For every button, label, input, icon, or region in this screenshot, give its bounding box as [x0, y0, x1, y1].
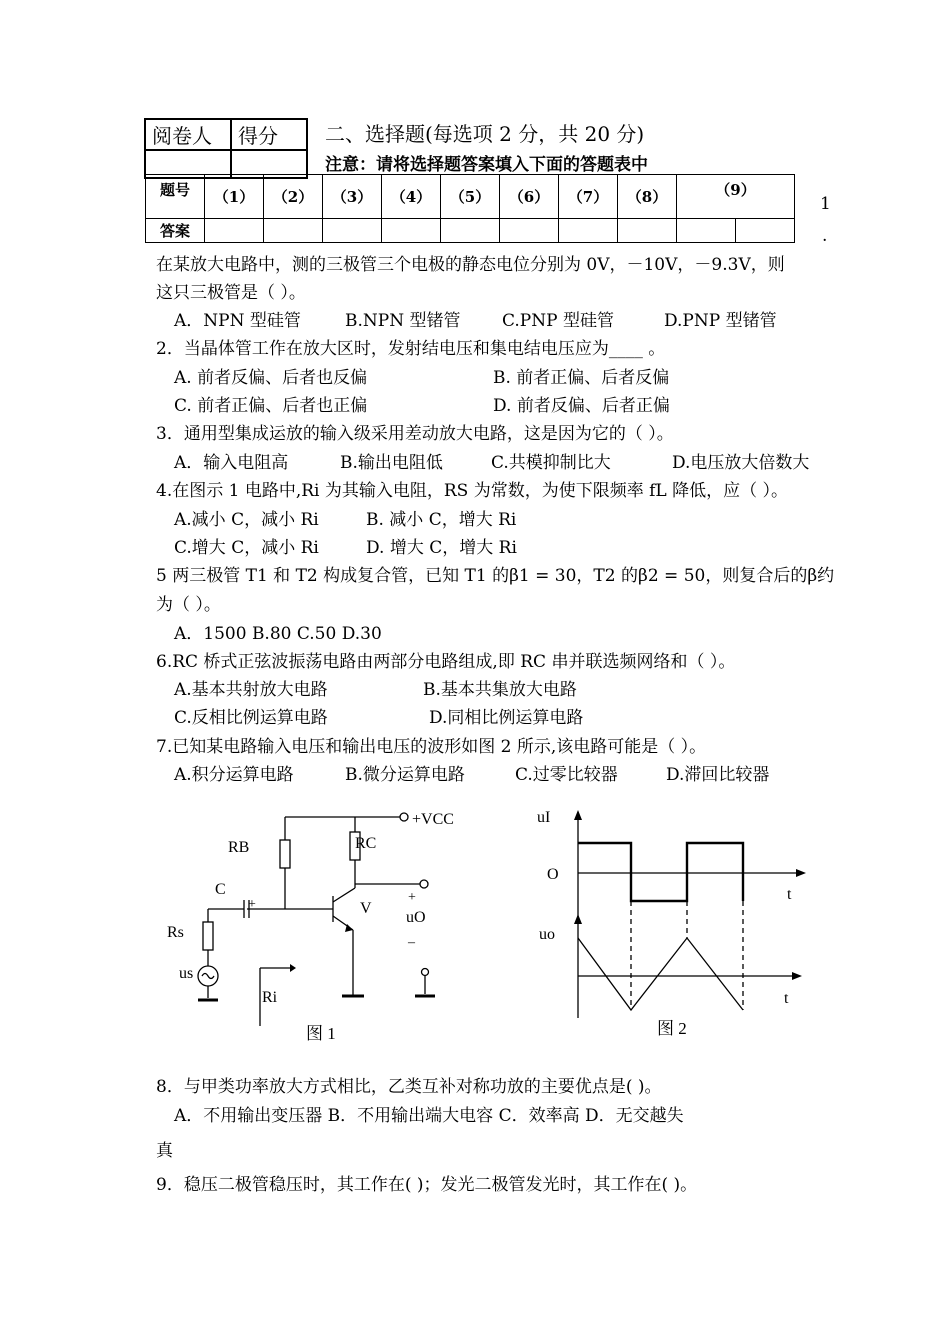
- q2-option-a: A. 前者反偏、后者也反偏: [174, 368, 368, 388]
- q2-option-d: D. 前者反偏、后者正偏: [493, 396, 670, 416]
- q7-option-b: B.微分运算电路: [345, 765, 465, 785]
- answer-cell-7[interactable]: [559, 219, 618, 243]
- q7-option-d: D.滞回比较器: [666, 765, 770, 785]
- answer-cell-3[interactable]: [323, 219, 382, 243]
- q4-option-a: A.减小 C，减小 Ri: [174, 510, 319, 530]
- q5-line1: 5 两三极管 T1 和 T2 构成复合管，已知 T1 的β1 = 30，T2 的β2 = 50，则复合后的β约: [156, 566, 835, 586]
- fig1-uo-label: uO: [406, 909, 426, 926]
- fig1-v-label: V: [360, 900, 372, 917]
- q5-line2: 为（ ）。: [156, 595, 221, 615]
- fig1-out-plus: +: [408, 890, 416, 905]
- fig1-ri-label: Ri: [262, 989, 278, 1006]
- q7-stem: 7.已知某电路输入电压和输出电压的波形如图 2 所示,该电路可能是（ ）。: [156, 737, 707, 757]
- q1-line1: 在某放大电路中，测的三极管三个电极的静态电位分别为 0V，－10V，－9.3V，则: [156, 255, 785, 275]
- answer-table: [145, 174, 795, 243]
- fig1-cap-plus: +: [248, 897, 256, 912]
- q1-option-b: B.NPN 型锗管: [345, 311, 461, 331]
- fig1-out-minus: –: [408, 935, 415, 950]
- q-number-8: （8）: [618, 175, 677, 219]
- answer-cell-9a[interactable]: [677, 219, 736, 243]
- fig1-c-label: C: [215, 881, 226, 898]
- q8-options: A．不用输出变压器 B．不用输出端大电容 C．效率高 D．无交越失: [174, 1106, 684, 1126]
- q-number-1: （1）: [205, 175, 264, 219]
- q-number-6: （6）: [500, 175, 559, 219]
- answer-cell-6[interactable]: [500, 219, 559, 243]
- q-number-5: （5）: [441, 175, 500, 219]
- q-number-label: 题号: [146, 175, 205, 219]
- figure2-waveforms: [530, 800, 820, 1050]
- fig1-rc-label: RC: [355, 835, 377, 852]
- score-label: 得分: [231, 119, 307, 150]
- grader-table: [144, 118, 308, 179]
- fig2-uo-label: uo: [539, 926, 555, 943]
- q-number-9: （9）: [677, 175, 795, 219]
- answer-note: 注意：请将选择题答案填入下面的答题表中: [325, 155, 648, 175]
- answer-cell-1[interactable]: [205, 219, 264, 243]
- q1-option-a: A．NPN 型硅管: [174, 311, 301, 331]
- q1-line2: 这只三极管是（ ）。: [156, 283, 306, 303]
- q3-option-c: C.共模抑制比大: [491, 453, 611, 473]
- q-number-7: （7）: [559, 175, 618, 219]
- q-number-4: （4）: [382, 175, 441, 219]
- fig1-rs-label: Rs: [167, 924, 184, 941]
- q2-option-c: C. 前者正偏、后者也正偏: [174, 396, 368, 416]
- fig1-caption: 图 1: [306, 1024, 336, 1043]
- answer-cell-9b[interactable]: [736, 219, 795, 243]
- fig2-ui-label: uI: [537, 809, 551, 826]
- q7-option-a: A.积分运算电路: [174, 765, 294, 785]
- q6-option-a: A.基本共射放大电路: [174, 680, 328, 700]
- q6-stem: 6.RC 桥式正弦波振荡电路由两部分电路组成,即 RC 串并联选频网络和（ ）。: [156, 652, 736, 672]
- q3-stem: 3．通用型集成运放的输入级采用差动放大电路，这是因为它的（ ）。: [156, 424, 674, 444]
- answer-cell-4[interactable]: [382, 219, 441, 243]
- fig2-origin-label: O: [547, 866, 559, 883]
- q4-stem: 4.在图示 1 电路中,Ri 为其输入电阻，RS 为常数，为使下限频率 fL 降低，应（ ）。: [156, 481, 789, 501]
- figure1-circuit: [150, 800, 470, 1050]
- q4-option-c: C.增大 C，减小 Ri: [174, 538, 319, 558]
- q5-options: A．1500 B.80 C.50 D.30: [174, 624, 382, 644]
- q2-stem: 2．当晶体管工作在放大区时，发射结电压和集电结电压应为____ 。: [156, 339, 666, 359]
- fig1-vcc-label: +VCC: [412, 811, 454, 828]
- q4-option-d: D. 增大 C，增大 Ri: [366, 538, 517, 558]
- fig2-t2-label: t: [784, 990, 789, 1007]
- fig2-caption: 图 2: [657, 1019, 687, 1038]
- q3-option-a: A．输入电阻高: [174, 453, 289, 473]
- q6-option-b: B.基本共集放大电路: [423, 680, 577, 700]
- answer-cell-8[interactable]: [618, 219, 677, 243]
- q6-option-d: D.同相比例运算电路: [429, 708, 584, 728]
- q4-option-b: B. 减小 C，增大 Ri: [366, 510, 517, 530]
- answer-label: 答案: [146, 219, 205, 243]
- q-number-3: （3）: [323, 175, 382, 219]
- q2-option-b: B. 前者正偏、后者反偏: [493, 368, 670, 388]
- fig2-t1-label: t: [787, 886, 792, 903]
- side-dot: .: [822, 226, 828, 246]
- q1-option-d: D.PNP 型锗管: [664, 311, 777, 331]
- fig1-rb-label: RB: [228, 839, 250, 856]
- q3-option-d: D.电压放大倍数大: [672, 453, 810, 473]
- section-title: 二、选择题(每选项 2 分，共 20 分): [325, 122, 645, 146]
- q-number-2: （2）: [264, 175, 323, 219]
- q3-option-b: B.输出电阻低: [340, 453, 443, 473]
- grader-label: 阅卷人: [145, 119, 231, 150]
- q6-option-c: C.反相比例运算电路: [174, 708, 328, 728]
- fig1-us-label: us: [179, 965, 194, 982]
- side-number: 1: [820, 194, 831, 214]
- q8-continuation: 真: [156, 1141, 173, 1161]
- q7-option-c: C.过零比较器: [515, 765, 618, 785]
- answer-cell-5[interactable]: [441, 219, 500, 243]
- q9-stem: 9．稳压二极管稳压时，其工作在( )；发光二极管发光时，其工作在( )。: [156, 1175, 698, 1195]
- q1-option-c: C.PNP 型硅管: [502, 311, 614, 331]
- answer-cell-2[interactable]: [264, 219, 323, 243]
- q8-stem: 8．与甲类功率放大方式相比，乙类互补对称功放的主要优点是( )。: [156, 1077, 662, 1097]
